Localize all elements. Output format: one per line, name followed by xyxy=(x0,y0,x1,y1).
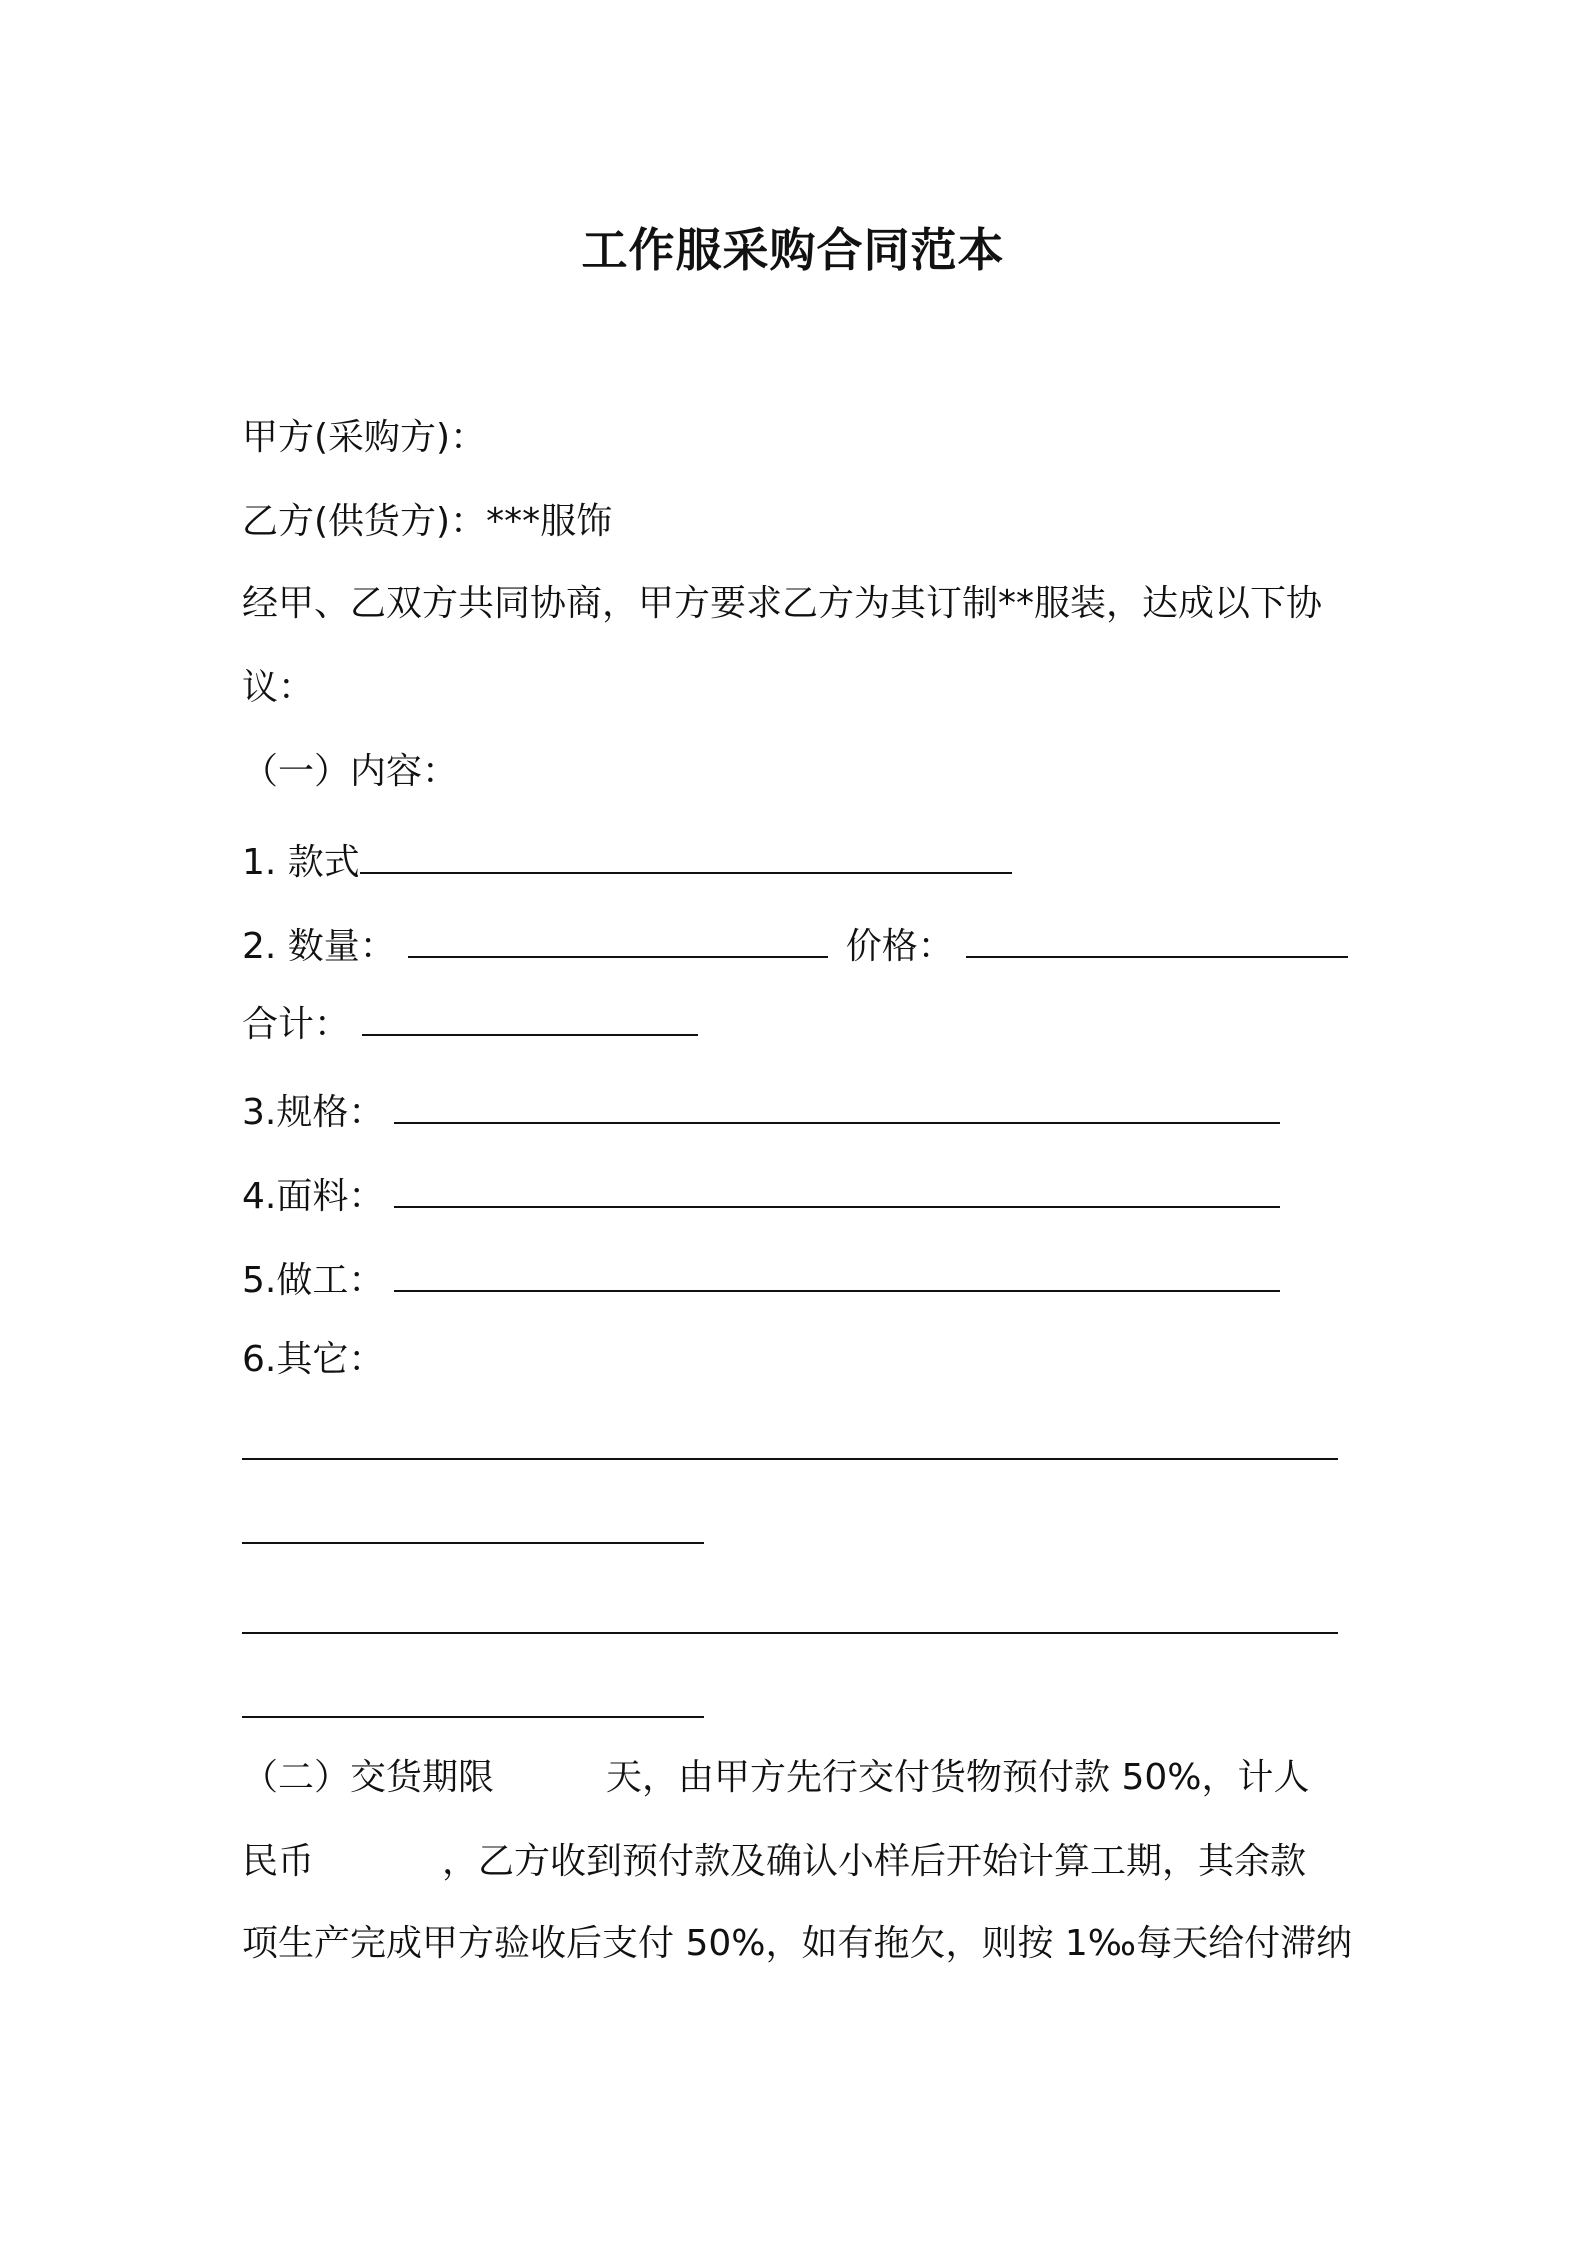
item-5-row xyxy=(242,1256,1280,1305)
item-5-label: 5.做工： xyxy=(242,1260,385,1301)
item-2-quantity-label: 2. 数量： xyxy=(242,926,396,967)
item-1-blank xyxy=(360,838,1012,874)
section-2-text-2: ，乙方收到预付款及确认小样后开始计算工期，其余款 xyxy=(442,1841,1307,1882)
section-2-heading: （二）交货期限 xyxy=(242,1757,495,1798)
item-2-price-blank xyxy=(966,922,1348,958)
party-a-line: 甲方(采购方)： xyxy=(242,417,487,458)
party-b-line: 乙方(供货方)：***服饰 xyxy=(242,501,613,542)
item-2-quantity-blank xyxy=(408,922,828,958)
section-2-line-2 xyxy=(242,1838,1306,1886)
intro-line-1: 经甲、乙双方共同协商，甲方要求乙方为其订制**服装，达成以下协 xyxy=(242,583,1323,624)
item-3-blank xyxy=(394,1088,1280,1124)
item-5-blank xyxy=(394,1256,1280,1292)
other-blank-line-4 xyxy=(242,1682,704,1718)
item-1-row xyxy=(242,838,1012,887)
other-blank-row-1 xyxy=(242,1424,1338,1473)
section-2-line-1 xyxy=(242,1754,1309,1802)
other-blank-line-1 xyxy=(242,1424,1338,1460)
section-1-heading: （一）内容： xyxy=(242,751,459,792)
item-1-label: 1. 款式 xyxy=(242,842,360,883)
other-blank-line-3 xyxy=(242,1598,1338,1634)
item-2-total-row xyxy=(242,1000,698,1049)
item-4-blank xyxy=(394,1172,1280,1208)
other-blank-row-2 xyxy=(242,1508,704,1557)
item-3-row xyxy=(242,1088,1280,1137)
item-2-price-label: 价格： xyxy=(845,926,954,967)
item-2-total-blank xyxy=(362,1000,698,1036)
item-4-row xyxy=(242,1172,1280,1221)
section-2-text-1: 天，由甲方先行交付货物预付款 50%，计人 xyxy=(606,1757,1310,1798)
item-2-total-label: 合计： xyxy=(242,1004,351,1045)
intro-line-2: 议： xyxy=(242,667,315,708)
item-3-label: 3.规格： xyxy=(242,1092,385,1133)
other-blank-row-3 xyxy=(242,1598,1338,1647)
item-2-row xyxy=(242,922,1348,971)
other-blank-line-2 xyxy=(242,1508,704,1544)
item-4-label: 4.面料： xyxy=(242,1176,385,1217)
other-blank-row-4 xyxy=(242,1682,704,1731)
item-6-label: 6.其它： xyxy=(242,1339,385,1380)
section-2-line-3: 项生产完成甲方验收后支付 50%，如有拖欠，则按 1‰每天给付滞纳 xyxy=(242,1923,1353,1964)
section-2-currency-label: 民币 xyxy=(242,1841,315,1882)
document-title: 工作服采购合同范本 xyxy=(581,223,1005,277)
